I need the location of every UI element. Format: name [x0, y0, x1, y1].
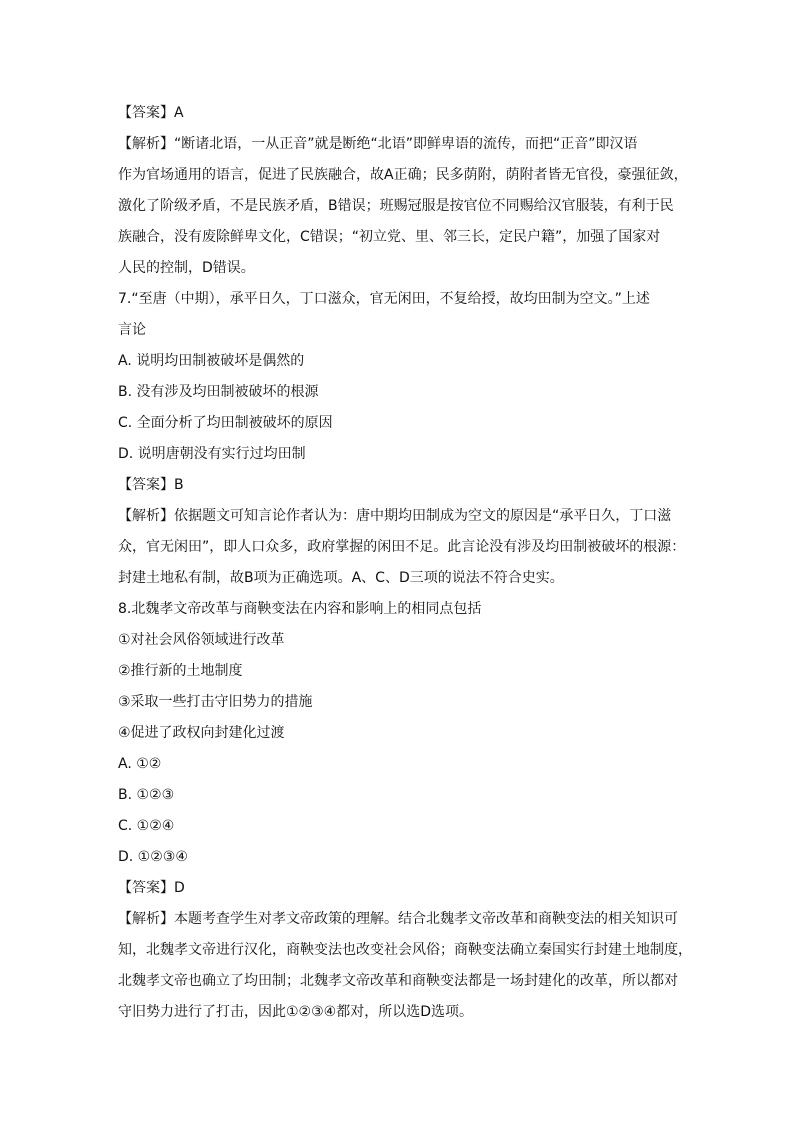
analysis-7-line: 封建土地私有制，故B项为正确选项。A、C、D三项的说法不符合史实。: [118, 570, 564, 586]
analysis-7-line: 众，官无闲田”，即人口众多，政府掌握的闲田不足。此言论没有涉及均田制被破坏的根源：: [118, 539, 686, 555]
analysis-6-line: 人民的控制，D错误。: [118, 260, 255, 276]
analysis-8-line: 知，北魏孝文帝进行汉化，商鞅变法也改变社会风俗；商鞅变法确立秦国实行封建土地制度，: [118, 942, 692, 958]
analysis-6-line: 作为官场通用的语言，促进了民族融合，故A正确；民多荫附，荫附者皆无官役，豪强征敛，: [118, 167, 688, 183]
analysis-6: [118, 129, 694, 284]
analysis-8-line: 【解析】本题考查学生对孝文帝政策的理解。结合北魏孝文帝改革和商鞅变法的相关知识可: [118, 911, 678, 927]
q8-item-4: ④促进了政权向封建化过渡: [118, 725, 285, 741]
analysis-8-line: 北魏孝文帝也确立了均田制；北魏孝文帝改革和商鞅变法都是一场封建化的改革，所以都对: [118, 973, 678, 989]
question-8: 8.北魏孝文帝改革与商鞅变法在内容和影响上的相同点包括: [118, 601, 482, 617]
q8-item-1: ①对社会风俗领域进行改革: [118, 632, 285, 648]
q8-option-a: A. ①②: [118, 756, 162, 772]
analysis-6-line: 激化了阶级矛盾，不是民族矛盾，B错误；班赐冠服是按官位不同赐给汉官服装，有利于民: [118, 198, 674, 214]
question-7: [118, 284, 694, 346]
analysis-6-line: 【解析】“断诸北语，一从正音”就是断绝“北语”即鲜卑语的流传，而把“正音”即汉语: [118, 136, 638, 152]
analysis-8: [118, 904, 694, 1028]
analysis-7-line: 【解析】依据题文可知言论作者认为：唐中期均田制成为空文的原因是“承平日久，丁口滋: [118, 508, 672, 524]
question-7-line: 7.“至唐（中期），承平日久，丁口滋众，官无闲田，不复给授，故均田制为空文。”上述: [118, 291, 650, 307]
answer-6: 【答案】A: [118, 105, 184, 121]
q7-option-d: D. 说明唐朝没有实行过均田制: [118, 446, 306, 462]
q8-option-c: C. ①②④: [118, 818, 175, 834]
document-page: [118, 98, 694, 1028]
analysis-7: [118, 501, 694, 594]
question-7-line: 言论: [118, 322, 146, 338]
q8-option-d: D. ①②③④: [118, 849, 188, 865]
analysis-8-line: 守旧势力进行了打击，因此①②③④都对，所以选D选项。: [118, 1004, 473, 1020]
q8-item-2: ②推行新的土地制度: [118, 663, 243, 679]
q8-option-b: B. ①②③: [118, 787, 175, 803]
answer-8: 【答案】D: [118, 880, 185, 896]
analysis-6-line: 族融合，没有废除鲜卑文化，C错误；“初立党、里、邻三长，定民户籍”，加强了国家对: [118, 229, 661, 245]
q8-item-3: ③采取一些打击守旧势力的措施: [118, 694, 313, 710]
answer-7: 【答案】B: [118, 477, 184, 493]
q7-option-a: A. 说明均田制被破坏是偶然的: [118, 353, 305, 369]
q7-option-b: B. 没有涉及均田制被破坏的根源: [118, 384, 319, 400]
q7-option-c: C. 全面分析了均田制被破坏的原因: [118, 415, 333, 431]
